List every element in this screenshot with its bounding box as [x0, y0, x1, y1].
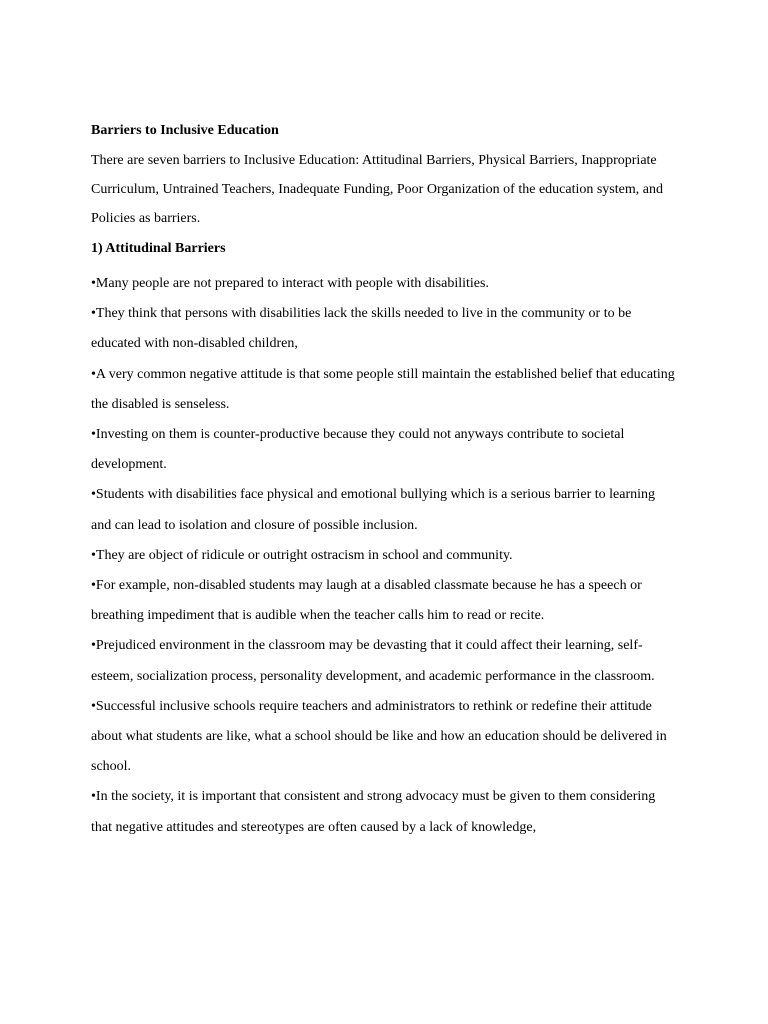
bullet-item — [91, 360, 677, 420]
bullet-icon: • — [91, 638, 96, 654]
bullet-icon: • — [91, 427, 96, 443]
bullet-icon: • — [91, 547, 96, 563]
bullet-text: They are object of ridicule or outright ostracism in school and community. — [95, 547, 513, 563]
bullet-list — [91, 269, 677, 843]
document-title: Barriers to Inclusive Education — [91, 123, 279, 138]
bullet-text: A very common negative attitude is that some people still maintain the established belief that educating the disabled is senseless. — [91, 366, 675, 412]
bullet-icon: • — [91, 276, 96, 291]
section-heading: 1) Attitudinal Barriers — [91, 241, 226, 256]
bullet-icon: • — [91, 487, 96, 503]
bullet-item — [91, 692, 677, 783]
intro-paragraph: Policies as barriers. — [91, 211, 201, 226]
bullet-item — [91, 269, 677, 299]
bullet-item — [91, 299, 677, 359]
bullet-item — [91, 541, 677, 571]
bullet-text: Prejudiced environment in the classroom may be devasting that it could affect their learning, self-esteem, socialization process, personality development, and academic performance in the classroom. — [91, 638, 655, 684]
bullet-item — [91, 480, 677, 540]
bullet-icon: • — [91, 789, 96, 805]
bullet-text: Students with disabilities face physical and emotional bullying which is a serious barrier to learning and can lead to isolation and closure of possible inclusion. — [91, 487, 656, 533]
bullet-text: Successful inclusive schools require teachers and administrators to rethink or redefine their attitude about what students are like, what a school should be like and how an education should be delivered in school. — [91, 698, 667, 775]
bullet-item — [91, 631, 677, 691]
bullet-icon: • — [91, 698, 96, 714]
bullet-text: Many people are not prepared to interact with people with disabilities. — [95, 276, 489, 291]
bullet-text: Investing on them is counter-productive because they could not anyways contribute to societal development. — [91, 427, 625, 473]
bullet-text: They think that persons with disabilities lack the skills needed to live in the community or to be educated with non-disabled children, — [91, 306, 632, 352]
intro-paragraph: There are seven barriers to Inclusive Education: Attitudinal Barriers, Physical Barriers, Inappropriate — [91, 153, 657, 168]
document-page — [91, 121, 677, 843]
bullet-icon: • — [91, 578, 96, 594]
bullet-item — [91, 571, 677, 631]
intro-paragraph: Curriculum, Untrained Teachers, Inadequate Funding, Poor Organization of the education system, and — [91, 182, 663, 197]
bullet-icon: • — [91, 306, 96, 322]
bullet-text: For example, non-disabled students may laugh at a disabled classmate because he has a speech or breathing impediment that is audible when the teacher calls him to read or recite. — [91, 578, 642, 624]
bullet-icon: • — [91, 366, 96, 382]
bullet-text: In the society, it is important that consistent and strong advocacy must be given to them considering that negative attitudes and stereotypes are often caused by a lack of knowledge, — [91, 789, 656, 835]
bullet-item — [91, 782, 677, 842]
bullet-item — [91, 420, 677, 480]
